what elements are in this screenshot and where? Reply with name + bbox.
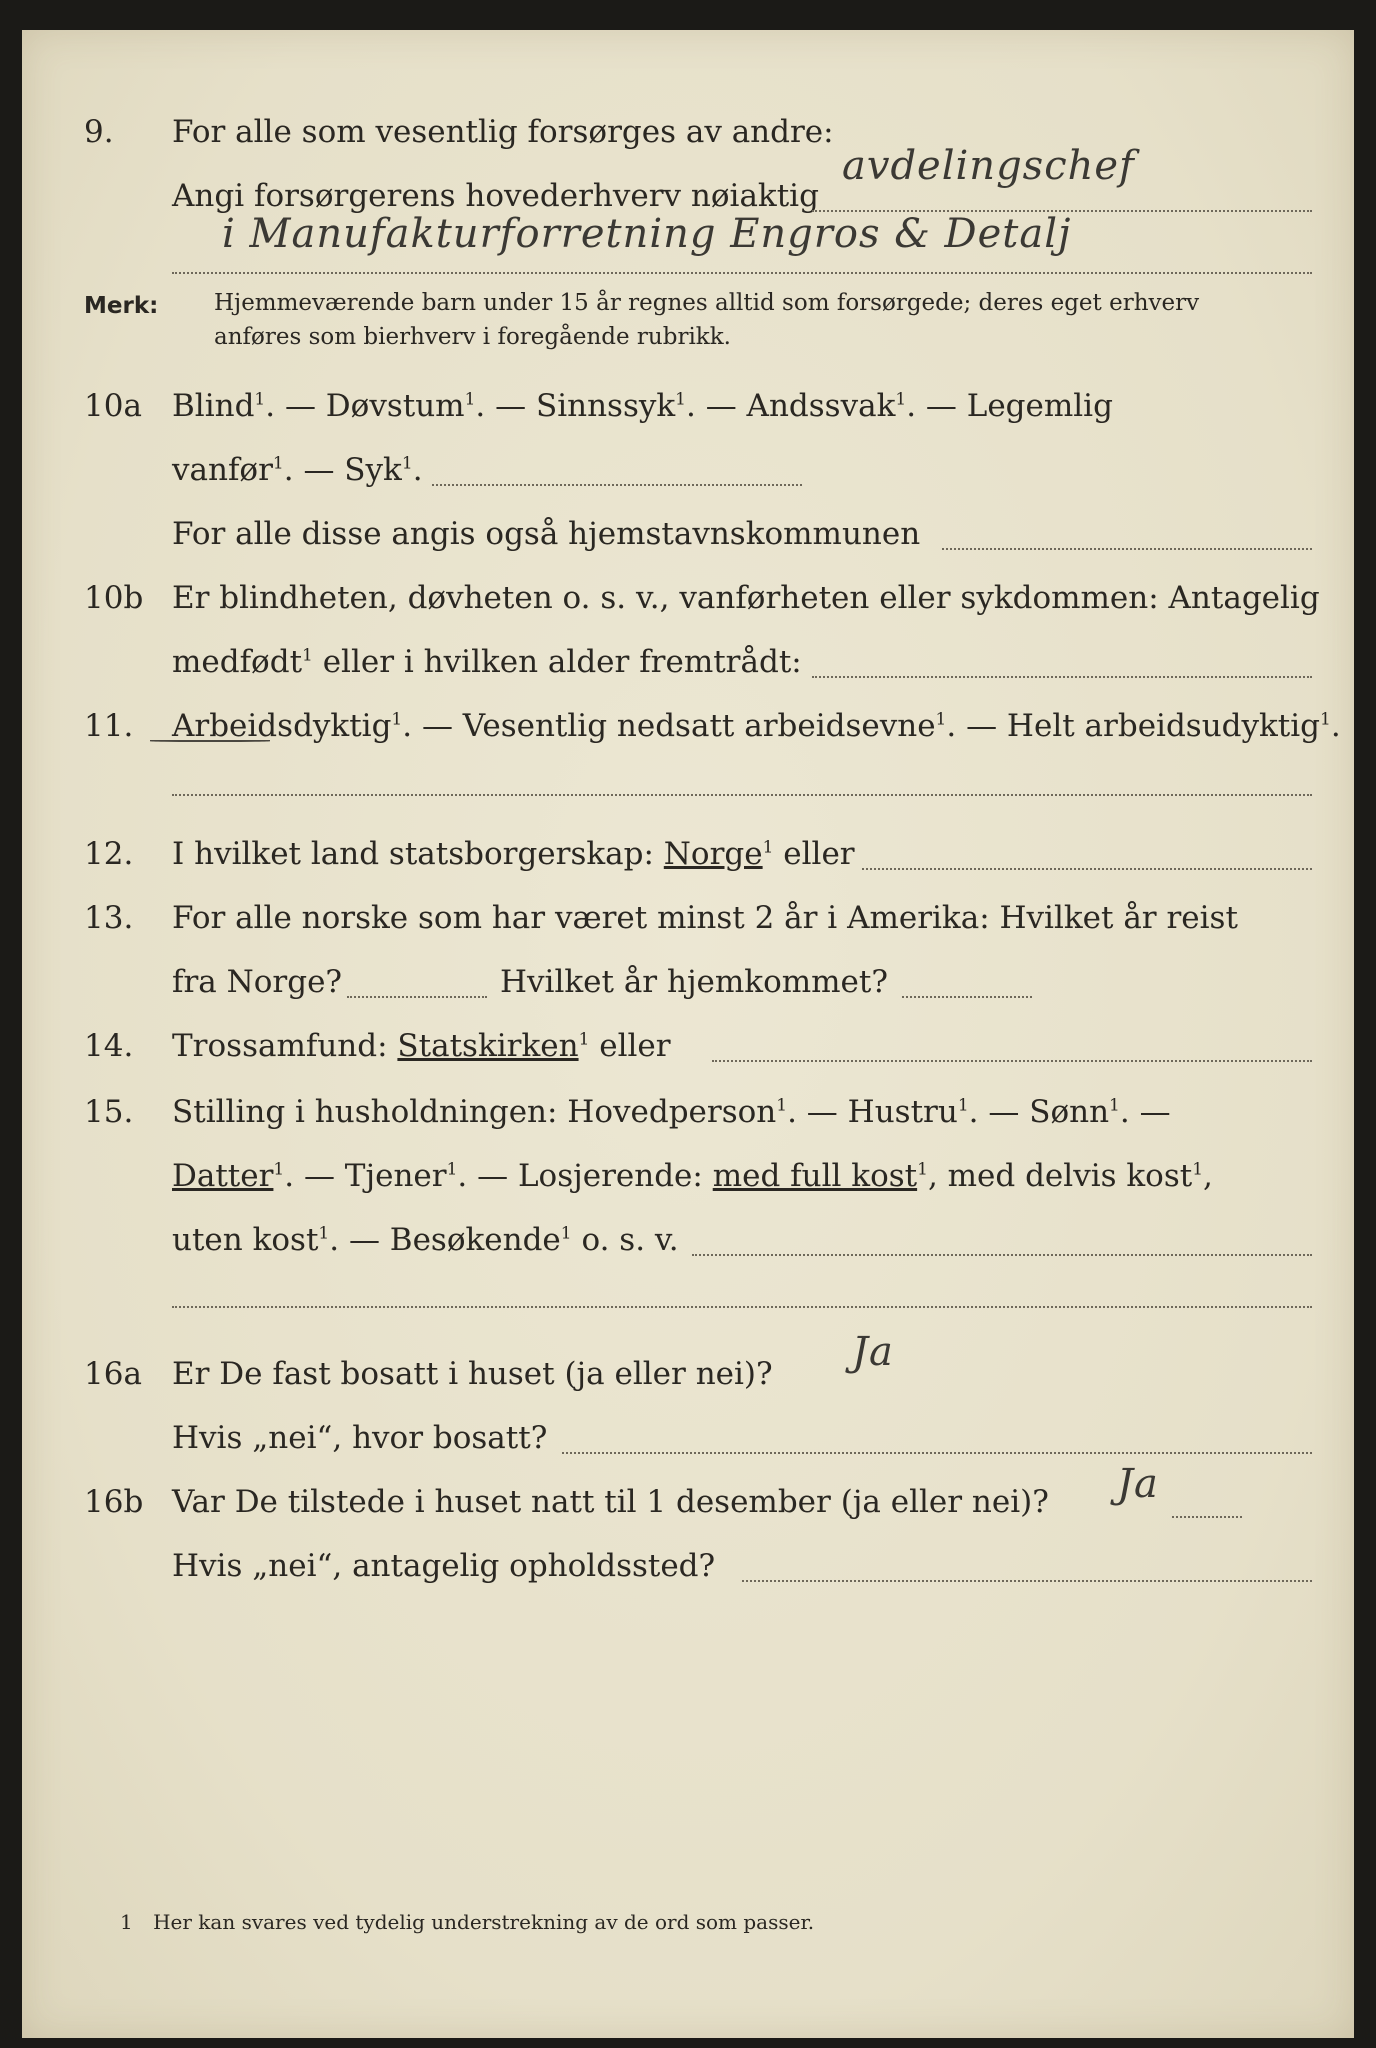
q10b-text: Er blindheten, døvheten o. s. v., vanførheten eller sykdommen: Antagelig [172,580,1320,616]
q13-hjemkommet-label: Hvilket år hjemkommet? [500,964,888,1000]
q16a-number: 16a [84,1356,142,1392]
q10b-answer-line [812,676,1312,678]
q16b-answer-line-2 [742,1580,1312,1582]
q12-answer-line [862,868,1312,870]
q10a-hjemstavn-line [942,548,1312,550]
q16b-text: Var De tilstede i huset natt til 1 desember (ja eller nei)? [172,1484,1049,1520]
q14-text: Trossamfund: Statskirken$^1$ eller [172,1028,671,1064]
q15-options-1: Stilling i husholdningen: Hovedperson$^1$. — Hustru$^1$. — Sønn$^1$. — [172,1094,1171,1130]
q13-number: 13. [84,900,134,936]
q9-answer-line-2 [172,272,1312,274]
q15-answer-line [692,1254,1312,1256]
q13-reist-line [347,996,487,998]
q16a-handwritten-answer: Ja [852,1329,894,1375]
q16a-text-2: Hvis „nei“, hvor bosatt? [172,1420,548,1456]
q14-number: 14. [84,1028,134,1064]
census-form-page [22,30,1354,2038]
q9-number: 9. [84,114,114,150]
q10b-text-2: medfødt$^1$ eller i hvilken alder fremtrådt: [172,644,802,680]
q15-answer-line-2 [172,1306,1312,1308]
q16b-handwritten-answer: Ja [1117,1461,1159,1507]
q13-text: For alle norske som har været minst 2 år i Amerika: Hvilket år reist [172,900,1238,936]
footnote-marker: 1 [120,1910,133,1934]
q11-answer-line [172,794,1312,796]
merk-label: Merk: [84,293,159,319]
footnote [120,1910,814,1934]
q9-text: For alle som vesentlig forsørges av andre: [172,114,834,150]
q15-options-2: Datter$^1$. — Tjener$^1$. — Losjerende: med full kost$^1$, med delvis kost$^1$, [172,1158,1213,1194]
q9-prompt: Angi forsørgerens hovederhverv nøiaktig [172,178,819,214]
q13-reist-label: fra Norge? [172,964,343,1000]
q10a-options: Blind$^1$. — Døvstum$^1$. — Sinnssyk$^1$. — Andssvak$^1$. — Legemlig [172,388,1113,424]
q10a-syk-line [432,484,802,486]
q16a-answer-line [562,1452,1312,1454]
q15-options-3: uten kost$^1$. — Besøkende$^1$ o. s. v. [172,1222,679,1258]
q9-handwritten-answer-1: avdelingschef [842,143,1135,189]
q9-handwritten-answer-2: i Manufakturforretning Engros & Detalj [222,211,1072,257]
q14-answer-line [712,1060,1312,1062]
q11-number: 11. [84,708,134,744]
q12-number: 12. [84,836,134,872]
q15-full-kost-underlined: med full kost [712,1158,918,1194]
q14-statskirken-underlined: Statskirken [397,1028,579,1064]
q16b-answer-line [1172,1516,1242,1518]
q16a-text: Er De fast bosatt i huset (ja eller nei)? [172,1356,773,1392]
q10a-hjemstavn: For alle disse angis også hjemstavnskommunen [172,516,921,552]
q15-number: 15. [84,1094,134,1130]
q16b-number: 16b [84,1484,144,1520]
q13-hjemkommet-line [902,996,1032,998]
q10a-number: 10a [84,388,142,424]
merk-line1: Hjemmeværende barn under 15 år regnes alltid som forsørgede; deres eget erhverv [214,290,1200,316]
q10a-options-2: vanfør$^1$. — Syk$^1$. [172,452,423,488]
q12-text: I hvilket land statsborgerskap: Norge$^1$ eller [172,836,855,872]
q10b-number: 10b [84,580,144,616]
footnote-text: Her kan svares ved tydelig understrekning av de ord som passer. [153,1910,815,1934]
q11-underline-mark [150,740,270,742]
q16b-text-2: Hvis „nei“, antagelig opholdssted? [172,1548,716,1584]
merk-line2: anføres som bierhverv i foregående rubrikk. [214,324,731,350]
q12-norge-underlined: Norge [663,836,763,872]
q11-options: Arbeidsdyktig$^1$. — Vesentlig nedsatt arbeidsevne$^1$. — Helt arbeidsudyktig$^1$. [172,708,1341,744]
